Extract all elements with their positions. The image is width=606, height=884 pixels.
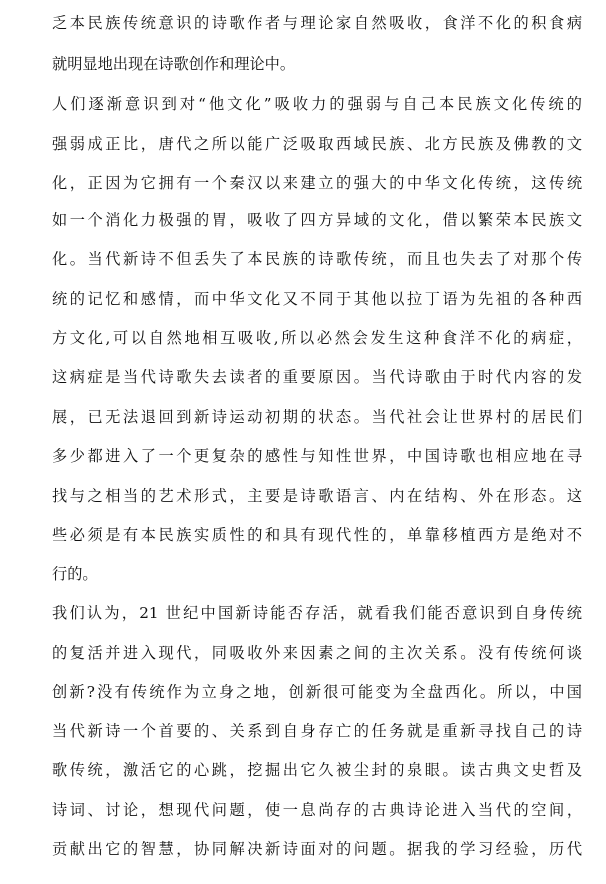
text-line: 这病症是当代诗歌失去读者的重要原因。当代诗歌由于时代内容的发: [52, 368, 582, 386]
text-line: 如一个消化力极强的胃，吸收了四方异域的文化，借以繁荣本民族文: [52, 211, 582, 229]
text-line: 贡献出它的智慧，协同解决新诗面对的问题。据我的学习经验，历代: [52, 840, 582, 858]
text-line: 化，正因为它拥有一个秦汉以来建立的强大的中华文化传统，这传统: [52, 174, 582, 192]
text-line: 统的记忆和感情，而中华文化又不同于其他以拉丁语为先祖的各种西: [52, 290, 582, 308]
text-line: 多少都进入了一个更复杂的感性与知性世界，中国诗歌也相应地在寻: [52, 447, 582, 465]
text-line: 的复活并进入现代，同吸收外来因素之间的主次关系。没有传统何谈: [52, 644, 582, 662]
text-line: 些必须是有本民族实质性的和具有现代性的，单靠移植西方是绝对不: [52, 526, 582, 544]
text-line: 诗词、讨论，想现代问题，使一息尚存的古典诗论进入当代的空间，: [52, 801, 582, 819]
text-line: 当代新诗一个首要的、关系到自身存亡的任务就是重新寻找自己的诗: [52, 722, 582, 740]
text-line: 创新?没有传统作为立身之地，创新很可能变为全盘西化。所以，中国: [52, 683, 582, 701]
text-line: 歌传统，激活它的心跳，挖掘出它久被尘封的泉眼。读古典文史哲及: [52, 761, 582, 779]
text-line: 强弱成正比，唐代之所以能广泛吸取西域民族、北方民族及佛教的文: [52, 135, 582, 153]
text-line: 我们认为，21 世纪中国新诗能否存活，就看我们能否意识到自身传统: [52, 604, 582, 622]
text-line: 行的。: [52, 565, 98, 583]
text-line: 找与之相当的艺术形式，主要是诗歌语言、内在结构、外在形态。这: [52, 487, 582, 505]
text-line: 展，已无法退回到新诗运动初期的状态。当代社会让世界村的居民们: [52, 408, 582, 426]
text-line: 人们逐渐意识到对“他文化”吸收力的强弱与自己本民族文化传统的: [52, 95, 582, 113]
text-line: 乏本民族传统意识的诗歌作者与理论家自然吸收，食洋不化的积食病: [52, 14, 582, 32]
text-line: 方文化,可以自然地相互吸收,所以必然会发生这种食洋不化的病症，: [52, 329, 582, 347]
text-line: 就明显地出现在诗歌创作和理论中。: [52, 55, 295, 73]
text-line: 化。当代新诗不但丢失了本民族的诗歌传统，而且也失去了对那个传: [52, 250, 582, 268]
